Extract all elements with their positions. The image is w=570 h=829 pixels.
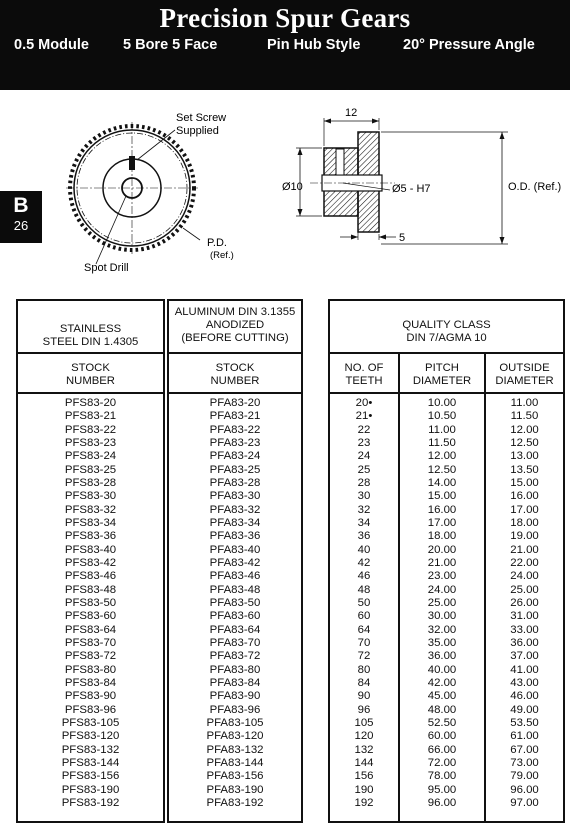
pitch-diameter-cell: 30.00 <box>427 610 457 623</box>
page-title: Precision Spur Gears <box>159 3 411 33</box>
pitch-diameter-cell: 10.50 <box>427 410 457 423</box>
aluminum-stock-cell: PFA83-34 <box>209 516 261 529</box>
aluminum-stock-numbers <box>169 397 301 810</box>
outside-diameter-cell: 43.00 <box>510 676 539 689</box>
steel-stock-cell: PFS83-30 <box>64 490 117 503</box>
steel-stock-cell: PFS83-90 <box>64 690 117 703</box>
outside-diameter-cell: 18.00 <box>510 516 539 529</box>
module-spec: 0.5 Module <box>14 37 89 53</box>
outside-diameter-cell: 12.50 <box>510 436 539 449</box>
pitch-diameter-cell: 12.00 <box>427 450 457 463</box>
teeth-cell: 190 <box>354 783 374 796</box>
outside-diameter-cell: 17.00 <box>510 503 539 516</box>
pitch-diameter-cell: 11.50 <box>428 436 456 449</box>
outside-diameter-cell: 11.50 <box>510 410 539 423</box>
teeth-cell: 105 <box>354 716 374 729</box>
aluminum-stock-cell: PFA83-90 <box>209 690 261 703</box>
teeth-cell: 46 <box>357 570 371 583</box>
quality-class-table <box>328 299 565 823</box>
outside-diameter-cell: 53.50 <box>510 716 539 729</box>
teeth-cell: 21• <box>355 410 373 423</box>
steel-stock-cell: PFS83-34 <box>64 516 117 529</box>
steel-stock-cell: PFS83-32 <box>64 503 117 516</box>
steel-stock-cell: PFS83-25 <box>64 463 117 476</box>
od-label: O.D. (Ref.) <box>508 181 562 193</box>
dim-12-label: 12 <box>345 107 358 119</box>
dim-5-label: 5 <box>399 232 406 244</box>
aluminum-stock-cell: PFA83-84 <box>209 676 261 689</box>
steel-stock-cell: PFS83-40 <box>64 543 117 556</box>
teeth-cell: 72 <box>357 650 371 663</box>
outside-diameter-cell: 22.00 <box>510 556 539 569</box>
outside-diameter-cell: 49.00 <box>510 703 539 716</box>
teeth-cell: 132 <box>354 743 374 756</box>
stainless-steel-table <box>16 299 165 823</box>
pitch-diameter-cell: 72.00 <box>427 756 457 769</box>
outside-diameter-cell: 21.00 <box>510 543 539 556</box>
bore-face-spec: 5 Bore 5 Face <box>123 37 218 53</box>
teeth-cell: 22 <box>357 423 371 436</box>
steel-stock-cell: PFS83-192 <box>61 796 120 809</box>
aluminum-stock-cell: PFA83-40 <box>209 543 261 556</box>
teeth-cell: 90 <box>357 690 371 703</box>
aluminum-stock-number-header: STOCK NUMBER <box>210 362 260 387</box>
outside-diameter-cell: 46.00 <box>510 690 539 703</box>
gear-front-view <box>66 122 200 264</box>
aluminum-stock-cell: PFA83-64 <box>209 623 261 636</box>
aluminum-stock-cell: PFA83-32 <box>209 503 261 516</box>
steel-stock-cell: PFS83-21 <box>64 410 117 423</box>
aluminum-stock-cell: PFA83-70 <box>209 636 261 649</box>
pitch-diameter-cell: 17.00 <box>427 516 457 529</box>
aluminum-stock-cell: PFA83-60 <box>209 610 261 623</box>
pitch-diameter-cell: 14.00 <box>427 476 457 489</box>
aluminum-stock-cell: PFA83-23 <box>209 436 261 449</box>
supplied-label: Supplied <box>176 125 219 137</box>
aluminum-stock-cell: PFA83-120 <box>206 730 264 743</box>
steel-stock-cell: PFS83-105 <box>61 716 120 729</box>
pitch-diameter-cell: 15.00 <box>427 490 457 503</box>
outside-diameter-cell: 24.00 <box>510 570 539 583</box>
teeth-cell: 96 <box>357 703 371 716</box>
teeth-cell: 32 <box>357 503 371 516</box>
teeth-cell: 156 <box>354 770 374 783</box>
teeth-cell: 80 <box>357 663 371 676</box>
steel-stock-cell: PFS83-28 <box>64 476 117 489</box>
aluminum-stock-cell: PFA83-144 <box>206 756 264 769</box>
spot-drill-label: Spot Drill <box>84 262 129 274</box>
outside-diameter-column <box>486 397 563 810</box>
teeth-cell: 60 <box>357 610 371 623</box>
steel-stock-cell: PFS83-84 <box>64 676 117 689</box>
outside-diameter-cell: 33.00 <box>510 623 539 636</box>
outside-diameter-header: OUTSIDE DIAMETER <box>495 362 554 387</box>
page-header <box>0 0 570 90</box>
teeth-cell: 64 <box>357 623 371 636</box>
steel-material-header: STAINLESS STEEL DIN 1.4305 <box>42 323 139 348</box>
pitch-diameter-cell: 45.00 <box>427 690 457 703</box>
outside-diameter-cell: 73.00 <box>510 756 539 769</box>
outside-diameter-cell: 97.00 <box>510 796 539 809</box>
teeth-cell: 28 <box>357 476 371 489</box>
pitch-diameter-cell: 20.00 <box>427 543 457 556</box>
pd-label: P.D. <box>207 237 227 249</box>
pitch-diameter-cell: 18.00 <box>427 530 457 543</box>
teeth-cell: 50 <box>357 596 371 609</box>
outside-diameter-cell: 13.50 <box>510 463 539 476</box>
teeth-cell: 36 <box>357 530 371 543</box>
outside-diameter-cell: 11.00 <box>510 397 539 409</box>
steel-stock-cell: PFS83-42 <box>64 556 117 569</box>
steel-stock-cell: PFS83-190 <box>61 783 120 796</box>
outside-diameter-cell: 25.00 <box>510 583 539 596</box>
aluminum-stock-cell: PFA83-25 <box>209 463 261 476</box>
teeth-cell: 40 <box>357 543 371 556</box>
teeth-cell: 20• <box>355 397 373 409</box>
aluminum-stock-cell: PFA83-72 <box>209 650 261 663</box>
pitch-diameter-cell: 42.00 <box>427 676 457 689</box>
page-number: 26 <box>13 218 29 233</box>
teeth-cell: 48 <box>357 583 371 596</box>
pitch-diameter-cell: 78.00 <box>427 770 457 783</box>
teeth-cell: 25 <box>357 463 371 476</box>
aluminum-stock-cell: PFA83-80 <box>209 663 261 676</box>
aluminum-stock-cell: PFA83-190 <box>206 783 264 796</box>
pitch-diameter-cell: 25.00 <box>427 596 457 609</box>
steel-stock-cell: PFS83-120 <box>61 730 120 743</box>
steel-stock-cell: PFS83-22 <box>64 423 117 436</box>
aluminum-table <box>167 299 303 823</box>
teeth-cell: 23 <box>357 436 371 449</box>
aluminum-stock-cell: PFA83-156 <box>206 770 264 783</box>
pitch-diameter-cell: 60.00 <box>427 730 457 743</box>
pitch-diameter-cell: 11.00 <box>428 423 456 436</box>
aluminum-stock-cell: PFA83-42 <box>209 556 261 569</box>
teeth-cell: 120 <box>354 730 374 743</box>
pitch-diameter-cell: 12.50 <box>427 463 457 476</box>
steel-stock-cell: PFS83-80 <box>64 663 117 676</box>
outside-diameter-cell: 19.00 <box>510 530 539 543</box>
steel-stock-cell: PFS83-64 <box>64 623 117 636</box>
pitch-diameter-cell: 35.00 <box>427 636 457 649</box>
steel-stock-cell: PFS83-24 <box>64 450 117 463</box>
dim-hub-label: Ø10 <box>282 181 303 193</box>
pitch-diameter-cell: 52.50 <box>427 716 457 729</box>
pitch-diameter-cell: 24.00 <box>427 583 457 596</box>
outside-diameter-cell: 36.00 <box>510 636 539 649</box>
pitch-diameter-cell: 95.00 <box>427 783 457 796</box>
pd-ref-label: (Ref.) <box>210 250 234 261</box>
outside-diameter-cell: 16.00 <box>510 490 539 503</box>
aluminum-stock-cell: PFA83-192 <box>206 796 264 809</box>
aluminum-stock-cell: PFA83-46 <box>209 570 261 583</box>
aluminum-stock-cell: PFA83-28 <box>209 476 261 489</box>
set-screw-label: Set Screw <box>176 112 227 124</box>
pitch-diameter-cell: 32.00 <box>427 623 457 636</box>
outside-diameter-cell: 37.00 <box>510 650 539 663</box>
steel-stock-cell: PFS83-48 <box>64 583 117 596</box>
quality-class-header: QUALITY CLASS DIN 7/AGMA 10 <box>402 319 491 344</box>
aluminum-stock-cell: PFA83-50 <box>209 596 261 609</box>
gear-section-view <box>296 118 508 244</box>
outside-diameter-cell: 67.00 <box>510 743 539 756</box>
pitch-diameter-cell: 36.00 <box>427 650 457 663</box>
aluminum-stock-cell: PFA83-48 <box>209 583 261 596</box>
outside-diameter-cell: 41.00 <box>510 663 539 676</box>
pitch-diameter-cell: 40.00 <box>427 663 457 676</box>
pitch-diameter-cell: 16.00 <box>427 503 457 516</box>
teeth-cell: 192 <box>354 796 374 809</box>
aluminum-stock-cell: PFA83-30 <box>209 490 261 503</box>
steel-stock-cell: PFS83-60 <box>64 610 117 623</box>
pitch-diameter-cell: 21.00 <box>427 556 457 569</box>
steel-stock-number-header: STOCK NUMBER <box>66 362 115 387</box>
outside-diameter-cell: 12.00 <box>510 423 539 436</box>
aluminum-stock-cell: PFA83-24 <box>209 450 261 463</box>
pressure-angle-spec: 20° Pressure Angle <box>403 37 535 53</box>
outside-diameter-cell: 26.00 <box>510 596 539 609</box>
steel-stock-cell: PFS83-144 <box>61 756 120 769</box>
gear-diagram <box>0 90 570 295</box>
steel-stock-cell: PFS83-72 <box>64 650 117 663</box>
spec-line <box>0 37 570 55</box>
teeth-cell: 30 <box>357 490 371 503</box>
teeth-cell: 70 <box>357 636 371 649</box>
style-spec: Pin Hub Style <box>267 37 361 53</box>
steel-stock-cell: PFS83-20 <box>64 397 117 409</box>
pitch-diameter-cell: 23.00 <box>427 570 457 583</box>
pitch-diameter-column <box>400 397 484 810</box>
outside-diameter-cell: 31.00 <box>510 610 539 623</box>
steel-stock-cell: PFS83-50 <box>64 596 117 609</box>
teeth-column-header: NO. OF TEETH <box>344 362 384 387</box>
aluminum-stock-cell: PFA83-105 <box>206 716 264 729</box>
outside-diameter-cell: 79.00 <box>510 770 539 783</box>
pitch-diameter-cell: 10.00 <box>427 397 457 409</box>
teeth-cell: 24 <box>357 450 371 463</box>
aluminum-stock-cell: PFA83-132 <box>206 743 264 756</box>
outside-diameter-cell: 61.00 <box>510 730 539 743</box>
aluminum-stock-cell: PFA83-21 <box>209 410 261 423</box>
aluminum-stock-cell: PFA83-96 <box>209 703 261 716</box>
steel-stock-cell: PFS83-46 <box>64 570 117 583</box>
pitch-diameter-header: PITCH DIAMETER <box>412 362 472 387</box>
aluminum-stock-cell: PFA83-36 <box>209 530 261 543</box>
steel-stock-cell: PFS83-23 <box>64 436 117 449</box>
dim-bore-label: Ø5 - H7 <box>392 183 431 195</box>
pitch-diameter-cell: 66.00 <box>427 743 457 756</box>
steel-stock-cell: PFS83-132 <box>61 743 120 756</box>
teeth-column <box>330 397 398 810</box>
steel-stock-cell: PFS83-96 <box>64 703 117 716</box>
teeth-cell: 34 <box>357 516 371 529</box>
teeth-cell: 84 <box>357 676 371 689</box>
outside-diameter-cell: 13.00 <box>510 450 539 463</box>
teeth-cell: 42 <box>357 556 371 569</box>
aluminum-stock-cell: PFA83-22 <box>209 423 261 436</box>
steel-stock-cell: PFS83-156 <box>61 770 120 783</box>
teeth-cell: 144 <box>354 756 374 769</box>
steel-stock-cell: PFS83-70 <box>64 636 117 649</box>
section-letter: B <box>13 194 29 217</box>
steel-stock-cell: PFS83-36 <box>64 530 117 543</box>
pitch-diameter-cell: 96.00 <box>427 796 457 809</box>
aluminum-material-header: ALUMINUM DIN 3.1355 ANODIZED (BEFORE CUTTING) <box>174 306 296 344</box>
aluminum-stock-cell: PFA83-20 <box>209 397 261 409</box>
pitch-diameter-cell: 48.00 <box>427 703 457 716</box>
outside-diameter-cell: 15.00 <box>510 476 539 489</box>
outside-diameter-cell: 96.00 <box>510 783 539 796</box>
steel-stock-numbers <box>18 397 163 810</box>
